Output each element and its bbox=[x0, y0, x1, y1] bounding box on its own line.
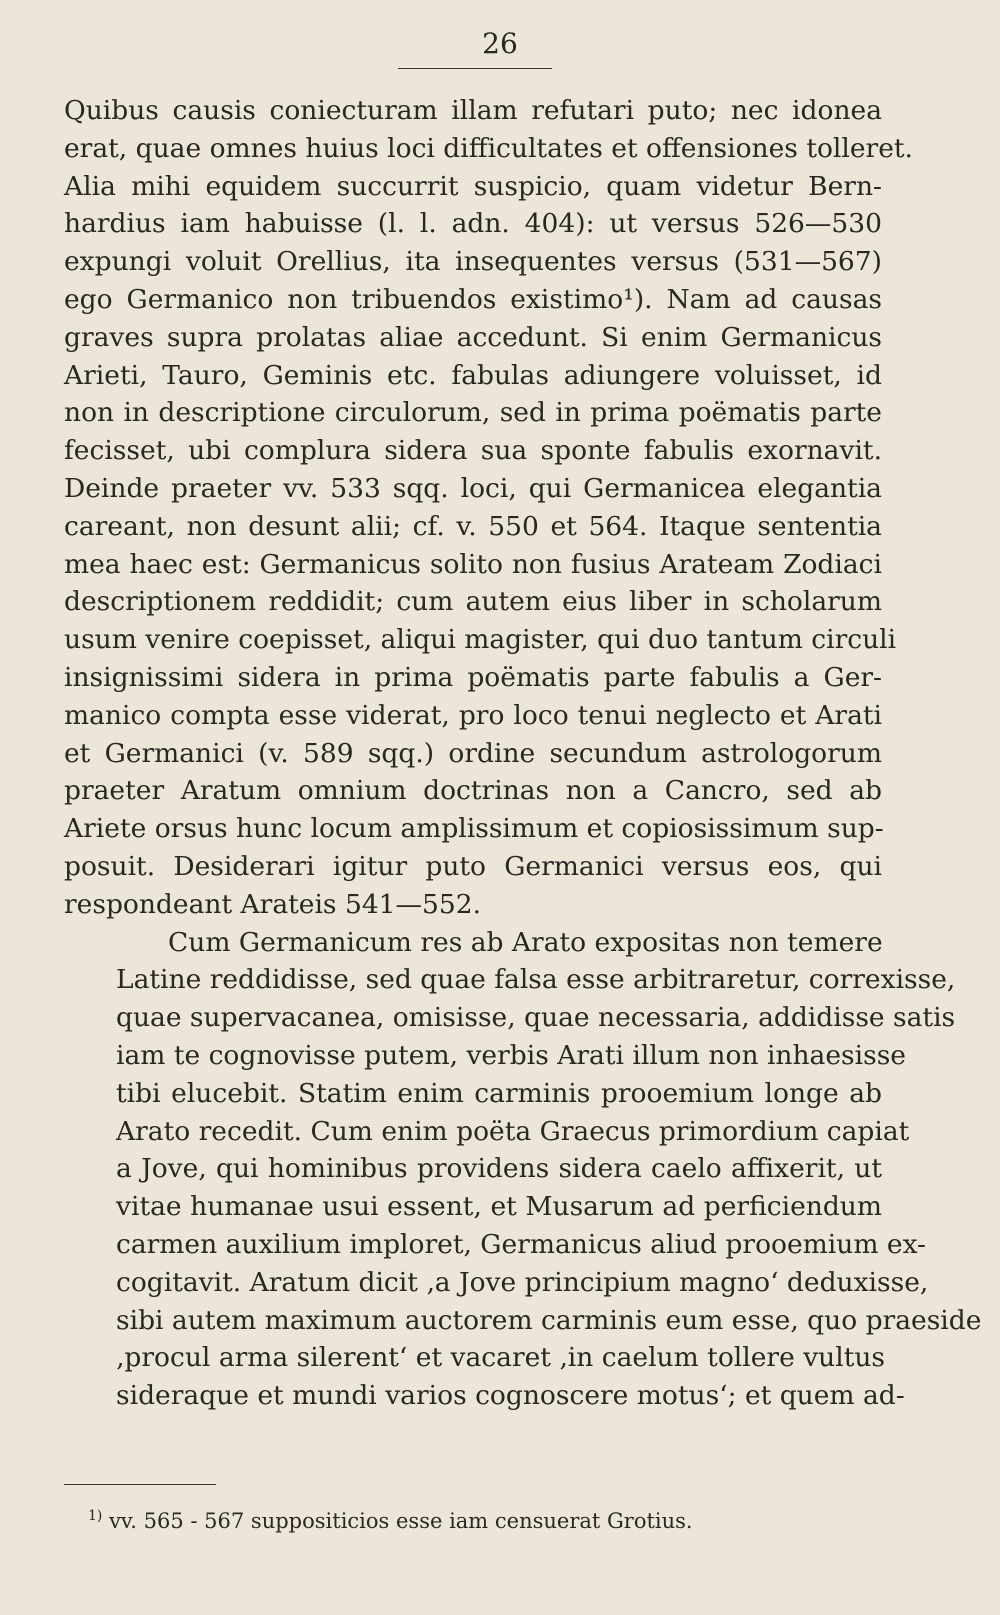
text-line: manico compta esse viderat, pro loco tenui neglecto et Arati bbox=[64, 699, 882, 731]
text-line: praeter Aratum omnium doctrinas non a Cancro, sed ab bbox=[64, 775, 882, 807]
text-line: a Jove, qui hominibus providens sidera caelo affixerit, ut bbox=[116, 1153, 882, 1185]
text-line: Alia mihi equidem succurrit suspicio, quam videtur Bern- bbox=[64, 170, 882, 202]
footnote-rule bbox=[64, 1484, 216, 1485]
text-line: iam te cognovisse putem, verbis Arati illum non inhaesisse bbox=[116, 1039, 906, 1071]
text-line: ego Germanico non tribuendos existimo¹). Nam ad causas bbox=[64, 283, 882, 315]
text-line: non in descriptione circulorum, sed in prima poëmatis parte bbox=[64, 397, 882, 429]
text-line: carmen auxilium imploret, Germanicus aliud prooemium ex- bbox=[116, 1228, 926, 1260]
text-line: ‚procul arma silerent‘ et vacaret ‚in caelum tollere vultus bbox=[116, 1342, 886, 1374]
text-line: fecisset, ubi complura sidera sua sponte fabulis exornavit. bbox=[64, 435, 882, 467]
text-line: sideraque et mundi varios cognoscere motus‘; et quem ad- bbox=[116, 1380, 905, 1412]
text-line: sibi autem maximum auctorem carminis eum esse, quo praeside bbox=[116, 1304, 982, 1336]
text-line: mea haec est: Germanicus solito non fusius Arateam Zodiaci bbox=[64, 548, 882, 580]
text-line: vitae humanae usui essent, et Musarum ad perficiendum bbox=[116, 1191, 882, 1223]
main-text bbox=[64, 92, 982, 1415]
text-line: Deinde praeter vv. 533 sqq. loci, qui Germanicea elegantia bbox=[64, 472, 882, 504]
text-line: hardius iam habuisse (l. l. adn. 404): ut versus 526—530 bbox=[64, 208, 882, 240]
text-line: insignissimi sidera in prima poëmatis parte fabulis a Ger- bbox=[64, 661, 882, 693]
text-line: quae supervacanea, omisisse, quae necessaria, addidisse satis bbox=[116, 1002, 956, 1034]
text-line: usum venire coepisset, aliqui magister, qui duo tantum circuli bbox=[64, 624, 897, 656]
text-line: Arato recedit. Cum enim poëta Graecus primordium capiat bbox=[116, 1115, 910, 1147]
page-number: 26 bbox=[482, 27, 518, 60]
footnote-marker: 1) bbox=[88, 1508, 103, 1524]
paragraph bbox=[64, 924, 982, 1415]
text-line: expungi voluit Orellius, ita insequentes versus (531—567) bbox=[64, 246, 882, 278]
footnote-text: vv. 565 - 567 suppositicios esse iam censuerat Grotius. bbox=[109, 1509, 693, 1533]
text-line: Ariete orsus hunc locum amplissimum et copiosissimum sup- bbox=[64, 813, 884, 845]
text-line: et Germanici (v. 589 sqq.) ordine secundum astrologorum bbox=[64, 737, 882, 769]
text-line: descriptionem reddidit; cum autem eius liber in scholarum bbox=[64, 586, 882, 618]
text-line: graves supra prolatas aliae accedunt. Si enim Germanicus bbox=[64, 321, 882, 353]
text-line: erat, quae omnes huius loci difficultates et offensiones tolleret. bbox=[64, 132, 913, 164]
text-line: cogitavit. Aratum dicit ‚a Jove principium magno‘ deduxisse, bbox=[116, 1266, 929, 1298]
text-line: Cum Germanicum res ab Arato expositas non temere bbox=[168, 926, 883, 958]
text-line: tibi elucebit. Statim enim carminis prooemium longe ab bbox=[116, 1077, 882, 1109]
footnote bbox=[88, 1502, 888, 1535]
text-line: respondeant Arateis 541—552. bbox=[64, 888, 482, 920]
text-line: Arieti, Tauro, Geminis etc. fabulas adiungere voluisset, id bbox=[64, 359, 882, 391]
paragraph bbox=[64, 92, 913, 924]
text-line: Latine reddidisse, sed quae falsa esse arbitraretur, correxisse, bbox=[116, 964, 956, 996]
text-line: careant, non desunt alii; cf. v. 550 et 564. Itaque sententia bbox=[64, 510, 882, 542]
text-line: posuit. Desiderari igitur puto Germanici versus eos, qui bbox=[64, 850, 882, 882]
header-rule bbox=[398, 68, 552, 69]
text-line: Quibus causis coniecturam illam refutari puto; nec idonea bbox=[64, 95, 882, 126]
